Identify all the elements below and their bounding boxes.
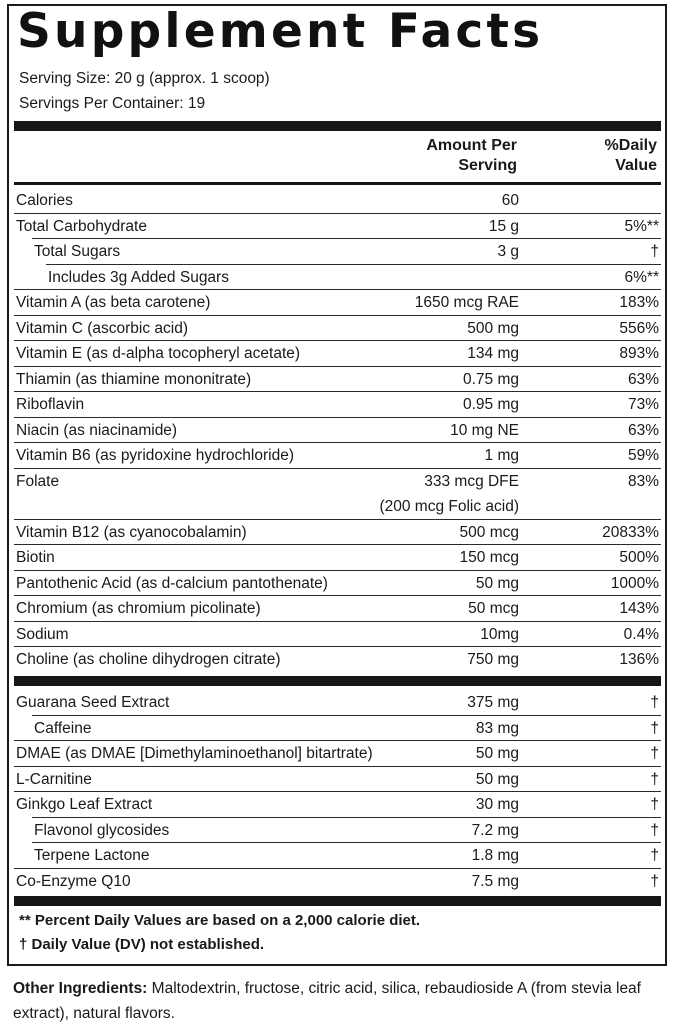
row-daily-value: † [650,719,659,737]
row-daily-value: 893% [619,345,659,362]
table-row [14,367,661,393]
table-row [14,716,661,742]
table-row [14,596,661,622]
row-daily-value: † [650,796,659,813]
row-name: Vitamin C (ascorbic acid) [16,319,188,337]
table-row [14,690,661,716]
row-amount: 3 g [497,243,519,260]
row-name: Biotin [16,549,55,566]
bottom-divider [14,896,661,906]
table-row [14,843,661,869]
row-daily-value: † [650,821,659,839]
header-divider [14,182,661,185]
table-row [14,443,661,469]
serving-size: Serving Size: 20 g (approx. 1 scoop) [19,70,270,87]
table-row [14,741,661,767]
row-daily-value: 20833% [602,523,659,541]
row-daily-value: 136% [619,651,659,668]
table-row [14,265,661,291]
row-daily-value: 59% [627,447,659,464]
row-amount: 150 mcg [459,549,519,566]
row-amount: 333 mcg DFE [424,472,519,490]
row-name: Folate [16,472,60,490]
row-amount: 750 mg [467,651,519,668]
row-amount: 15 g [488,217,519,235]
row-daily-value: † [650,243,659,260]
row-amount: 50 mg [475,745,519,762]
row-amount: 375 mg [467,694,519,711]
row-name: Calories [16,192,73,209]
row-amount: 60 [501,192,519,209]
table-row [14,418,661,444]
row-daily-value: † [650,847,659,864]
row-name: Vitamin E (as d-alpha tocopheryl acetate) [16,345,301,362]
table-row [14,341,661,367]
row-amount: 50 mg [475,770,519,788]
supplement-facts-panel [7,4,667,966]
row-name: DMAE (as DMAE [Dimethylaminoethanol] bitartrate) [16,745,373,762]
row-daily-value: 6%** [624,268,659,286]
row-name: Chromium (as chromium picolinate) [16,600,261,617]
row-name: Vitamin A (as beta carotene) [16,294,211,311]
table-row [14,188,661,214]
row-daily-value: 143% [619,600,659,617]
table-row [14,767,661,793]
row-name: Pantothenic Acid (as d-calcium pantothenate) [16,574,328,592]
row-name: Guarana Seed Extract [16,694,170,711]
row-daily-value: † [650,872,659,890]
row-name: Includes 3g Added Sugars [48,268,229,286]
table-row [14,545,661,571]
table-row [14,316,661,342]
other-ingredients-text: Maltodextrin, fructose, citric acid, silica, rebaudioside A (from stevia leaf extract), natural flavors. [13,980,641,1022]
row-daily-value: 63% [627,370,659,388]
row-name: Vitamin B12 (as cyanocobalamin) [16,523,247,541]
row-name: Sodium [16,625,69,643]
row-name: Choline (as choline dihydrogen citrate) [16,651,281,668]
row-name: Niacin (as niacinamide) [16,421,178,439]
row-name: Total Sugars [34,243,121,260]
row-amount: 1 mg [484,447,519,464]
row-daily-value: † [650,694,659,711]
row-daily-value: 500% [619,549,659,566]
footnote-daily-values: ** Percent Daily Values are based on a 2,000 calorie diet. [19,912,421,929]
row-name: Flavonol glycosides [34,821,170,839]
other-ingredients-label: Other Ingredients: [13,980,148,997]
panel-title: Supplement Facts [17,4,544,59]
table-row [14,469,661,520]
row-amount: 500 mcg [459,523,519,541]
row-daily-value: 5%** [624,217,659,235]
row-amount: 10 mg NE [450,421,519,439]
row-amount-detail: (200 mcg Folic acid) [379,497,519,515]
daily-value-header: %Daily Value [604,137,657,174]
row-name: Terpene Lactone [34,847,150,864]
row-amount: 10mg [480,625,519,643]
row-amount: 50 mg [475,574,519,592]
table-row [14,392,661,418]
row-amount: 500 mg [467,319,519,337]
row-daily-value: 556% [619,319,659,337]
row-daily-value: 83% [627,472,659,490]
table-row [14,290,661,316]
top-divider [14,121,661,131]
row-name: Riboflavin [16,396,85,413]
row-daily-value: † [650,745,659,762]
row-daily-value: 73% [627,396,659,413]
row-amount: 0.75 mg [462,370,519,388]
middle-divider [14,676,661,686]
row-amount: 1.8 mg [471,847,519,864]
row-amount: 50 mcg [468,600,519,617]
footnote-dv-not-established: † Daily Value (DV) not established. [19,936,265,953]
table-row [14,647,661,673]
row-name: Vitamin B6 (as pyridoxine hydrochloride) [16,447,294,464]
table-row [14,239,661,265]
table-row [14,571,661,597]
table-row [14,520,661,546]
row-amount: 0.95 mg [462,396,519,413]
table-row [14,792,661,818]
row-name: L-Carnitine [16,770,92,788]
row-amount: 7.2 mg [471,821,519,839]
row-amount: 7.5 mg [471,872,519,890]
table-row [14,869,661,895]
row-daily-value: † [650,770,659,788]
row-daily-value: 0.4% [623,625,659,643]
row-amount: 83 mg [475,719,519,737]
row-name: Total Carbohydrate [16,217,147,235]
row-amount: 30 mg [475,796,519,813]
row-name: Co-Enzyme Q10 [16,872,131,890]
table-row [14,818,661,844]
servings-per-container: Servings Per Container: 19 [19,95,206,112]
row-name: Thiamin (as thiamine mononitrate) [16,370,252,388]
row-daily-value: 183% [619,294,659,311]
row-name: Caffeine [34,719,92,737]
other-ingredients [13,976,653,1026]
row-daily-value: 1000% [610,574,659,592]
row-amount: 134 mg [467,345,519,362]
row-daily-value: 63% [627,421,659,439]
table-row [14,622,661,648]
table-row [14,214,661,240]
amount-per-serving-header: Amount Per Serving [426,137,517,174]
row-amount: 1650 mcg RAE [414,294,519,311]
row-name: Ginkgo Leaf Extract [16,796,153,813]
